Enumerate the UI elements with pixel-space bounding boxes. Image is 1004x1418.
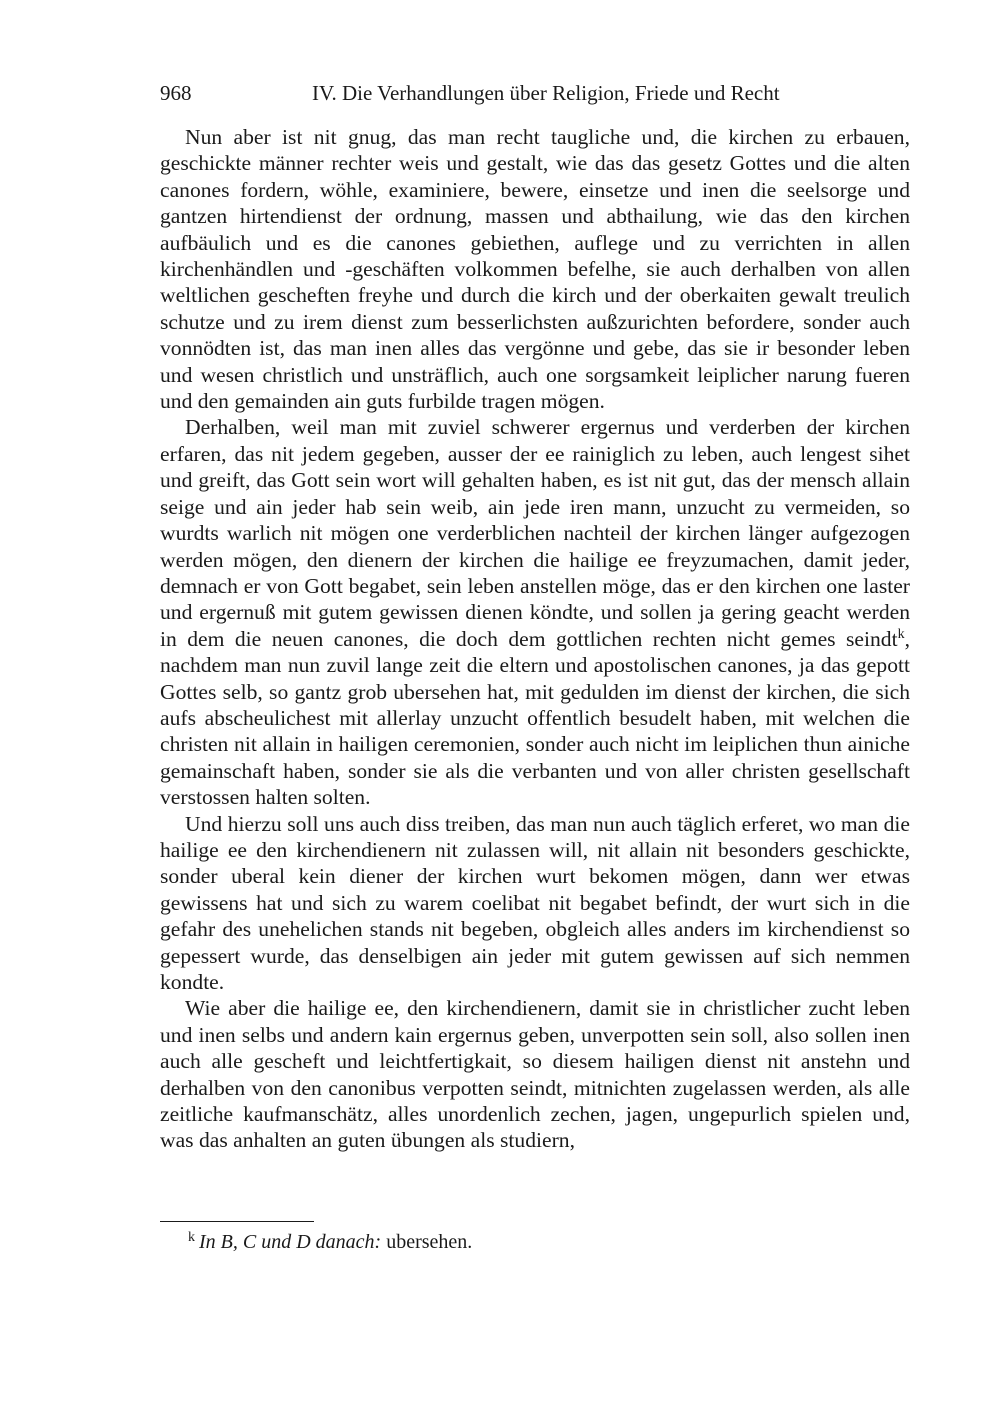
body-text: [160, 124, 910, 1154]
page-content: [160, 78, 910, 1154]
footnote-text: ubersehen.: [381, 1231, 473, 1253]
footnote-divider: [160, 1221, 314, 1222]
footnote-reference-k[interactable]: k: [897, 626, 905, 642]
paragraph-2-text-after-ref: , nachdem man nun zuvil lange zeit die eltern und apostolischen canones, ja das gepott Gottes selb, so gantz grob ubersehen hat, mit gedulden im dienst der kirchen, die sich aufs abscheulichest mit allerlay unzucht offentlich besudelt haben, mit welchen die christen nit allain in hailigen ceremonien, sonder auch nicht im leiplichen thun ainiche gemainschaft haben, sonder sie als die verbanten und von aller christen gesellschaft verstossen halten solten.: [160, 626, 910, 810]
paragraph-2: [160, 414, 910, 810]
running-title: IV. Die Verhandlungen über Religion, Friede und Recht: [312, 81, 780, 105]
running-header: [160, 78, 910, 108]
paragraph-1: Nun aber ist nit gnug, das man recht taugliche und, die kirchen zu erbauen, geschickte männer rechter weis und gestalt, wie das das gesetz Gottes und die alten canones fordern, wöhle, examiniere, bewere, einsetze und inen die seelsorge und gantzen hirtendienst der ordnung, massen und abthailung, wie das den kirchen aufbäulich und es die canones gebiethen, auflege und zu verrichten in allen kirchenhändlen und -geschäften volkommen befelhe, sie auch derhalben von allen weltlichen gescheften freyhe und durch die kirch und der oberkaiten gewalt treulich schutze und zu irem dienst zum besserlichsten außzurichten befordere, sonder auch vonnödten ist, das man inen alles das vergönne und gebe, das sie ir besonder leben und wesen christlich und unsträflich, auch one sorgsamkeit leiplicher narung fueren und den gemainden ain guts furbilde tragen mögen.: [160, 125, 910, 414]
paragraph-2-text-before-ref: Derhalben, weil man mit zuviel schwerer ergernus und verderben der kirchen erfaren, das nit jedem gegeben, ausser der ee rainiglich zu leben, auch lengest sihet und greift, das Gott sein wort will gehalten haben, es ist nit gut, das der mensch allain seige und ain jeder hab sein weib, ain jede iren mann, unzucht zu vermeiden, so wurdts warlich nit mögen one verderblichen nachteil der kirchen länger aufgezogen werden mögen, den dienern der kirchen die hailige ee freyzumachen, damit jeder, demnach er von Gott begabet, sein leben anstellen möge, das er den kirchen one laster und ergernuß mit gutem gewissen dienen köndte, und sollen ja gering geacht werden in dem die neuen canones, die doch dem gottlichen rechten nicht gemes seindt: [160, 415, 910, 651]
footnote-k: [188, 1229, 472, 1255]
footnote-mark: k: [188, 1230, 195, 1245]
page-number: 968: [160, 81, 192, 105]
paragraph-4: Wie aber die hailige ee, den kirchendienern, damit sie in christlicher zucht leben und inen selbs und andern kain ergernus geben, unverpotten sein soll, also sollen inen auch alle gescheft und leichtfertigkait, so diesem hailigen dienst nit anstehn und derhalben von den canonibus verpotten seindt, mitnichten zugelassen werden, als alle zeitliche kaufmanschätz, alles unordenlich zechen, jagen, ungepurlich spielen und, was das anhalten an guten übungen als studiern,: [160, 996, 910, 1153]
footnote-source: In B, C und D danach:: [199, 1231, 382, 1253]
paragraph-3: Und hierzu soll uns auch diss treiben, das man nun auch täglich erferet, wo man die hailige ee den kirchendienern nit zulassen will, nit allain nit besonders geschickte, sonder uberal kein diener der kirchen wurt bekomen mögen, dann wer etwas gewissens hat und sich zu warem coelibat nit begabet befindt, der wurt sich in die gefahr des unehelichen stands nit begeben, obgleich alles anders im kirchendienst so gepessert wurde, das denselbigen ain jeder mit gutem gewissen auf sich nemmen kondte.: [160, 811, 910, 994]
